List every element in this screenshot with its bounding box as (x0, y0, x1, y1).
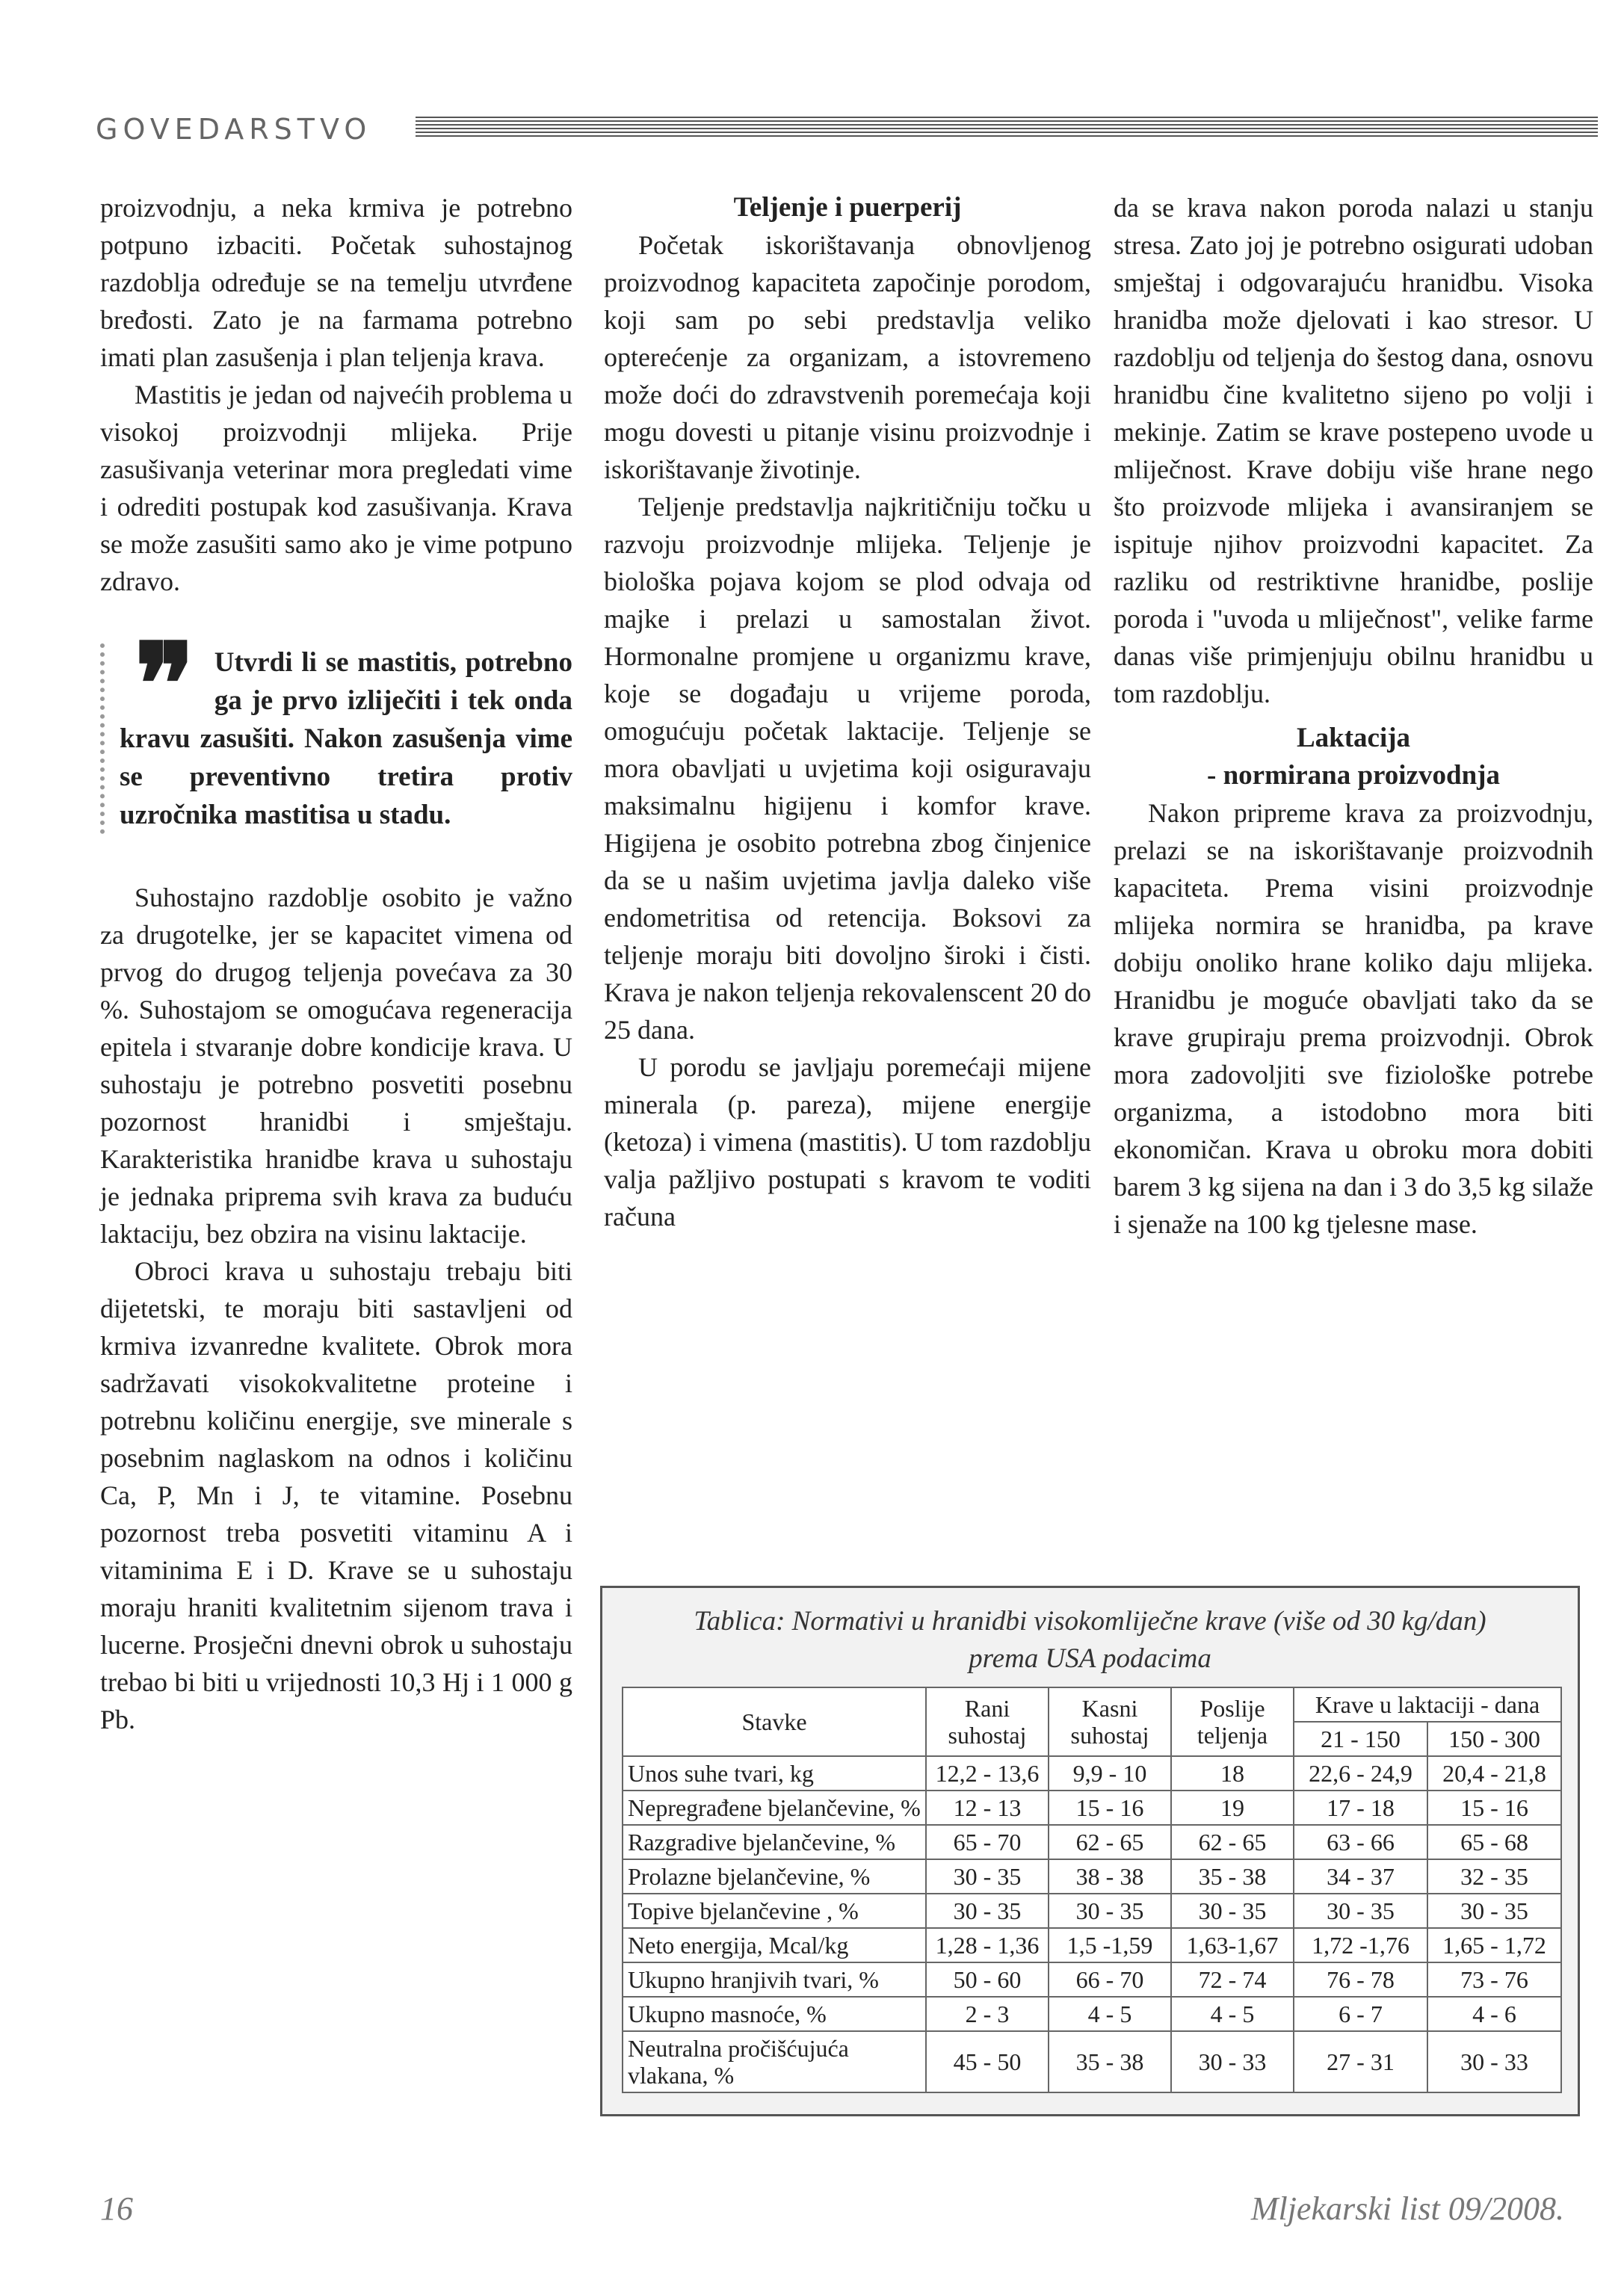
col3-paragraph-1: da se krava nakon poroda nalazi u stanju stresa. Zato joj je potrebno osigurati udoban smještaj i odgovarajuću hranidbu. Visoka hranidba može djelovati i kao stresor. U razdoblju od teljenja do šestog dana, osnovu hranidbu čine kvalitetno sijeno po volji i mekinje. Zatim se krave postepeno uvode u mliječnost. Krave dobiju više hrane nego što proizvode mlijeka i avansiranjem se ispituje njihov proizvodni kapacitet. Za razliku od restriktivne hranidbe, poslije poroda i "uvoda u mliječnost", velike farme danas više primjenjuju obilnu hranidbu u tom razdoblju. (1114, 193, 1593, 708)
table-cell: 18 (1171, 1756, 1294, 1791)
table-cell: 1,65 - 1,72 (1427, 1928, 1561, 1962)
col2-paragraph-2: Teljenje predstavlja najkritičniju točku u razvoju proizvodnje mlijeka. Teljenje je biološka pojava kojom se plod odvaja od majke i prelazi u samostalan život. Hormonalne promjene u organizmu krave, koje se događaju u vrijeme poroda, omogućuju početak laktacije. Teljenje se mora obavljati u uvjetima koji osiguravaju maksimalnu higijenu i komfor krave. Higijena je osobito potrebna zbog činjenice da se u našim uvjetima javlja daleko više endometritisa od retencija. Boksovi za teljenje moraju biti dovoljno široki i čisti. Krava je nakon teljenja rekovalenscent 20 do 25 dana. (604, 492, 1091, 1045)
table-cell: Ukupno hranjivih tvari, % (623, 1962, 926, 1997)
table-cell: 35 - 38 (1171, 1859, 1294, 1894)
pull-quote (100, 619, 572, 834)
header-rani: Rani suhostaj (926, 1687, 1049, 1756)
table-cell: 45 - 50 (926, 2031, 1049, 2092)
table-cell: 72 - 74 (1171, 1962, 1294, 1997)
table-cell: 30 - 35 (1427, 1894, 1561, 1928)
table-row (623, 1791, 1561, 1825)
table-cell: 20,4 - 21,8 (1427, 1756, 1561, 1791)
table-cell: 1,72 -1,76 (1294, 1928, 1427, 1962)
table-cell: 19 (1171, 1791, 1294, 1825)
table-cell: 27 - 31 (1294, 2031, 1427, 2092)
table-cell: 22,6 - 24,9 (1294, 1756, 1427, 1791)
feeding-table-box (600, 1586, 1580, 2116)
table-cell: Prolazne bjelančevine, % (623, 1859, 926, 1894)
header-kasni: Kasni suhostaj (1049, 1687, 1171, 1756)
table-cell: Neutralna pročišćujuća vlakana, % (623, 2031, 926, 2092)
table-row (623, 1962, 1561, 1997)
header-range-1: 21 - 150 (1294, 1722, 1427, 1756)
table-cell: 63 - 66 (1294, 1825, 1427, 1859)
table-cell: 76 - 78 (1294, 1962, 1427, 1997)
header-rule (416, 117, 1598, 138)
table-cell: 30 - 33 (1427, 2031, 1561, 2092)
column-1 (100, 189, 572, 1738)
header-range-2: 150 - 300 (1427, 1722, 1561, 1756)
table-cell: 2 - 3 (926, 1997, 1049, 2031)
table-cell: Nepregrađene bjelančevine, % (623, 1791, 926, 1825)
table-cell: 65 - 68 (1427, 1825, 1561, 1859)
table-row (623, 1825, 1561, 1859)
table-cell: 30 - 35 (1294, 1894, 1427, 1928)
table-cell: 65 - 70 (926, 1825, 1049, 1859)
table-cell: 30 - 35 (1049, 1894, 1171, 1928)
table-cell: 17 - 18 (1294, 1791, 1427, 1825)
table-cell: 35 - 38 (1049, 2031, 1171, 2092)
col2-paragraph-1: Početak iskorištavanja obnovljenog proizvodnog kapaciteta započinje porodom, koji sam po sebi predstavlja veliko opterećenje za organizam, a istovremeno može doći do zdravstvenih poremećaja koji mogu dovesti u pitanje visinu proizvodnje i iskorištavanje životinje. (604, 230, 1091, 484)
table-caption (602, 1603, 1578, 1678)
table-caption-line-2: prema USA podacima (969, 1643, 1211, 1674)
table-caption-line-1: Tablica: Normativi u hranidbi visokomliječne krave (više od 30 kg/dan) (694, 1606, 1486, 1637)
section-heading-teljenje: Teljenje i puerperij (733, 192, 962, 223)
page-number: 16 (100, 2190, 133, 2227)
table-cell: 38 - 38 (1049, 1859, 1171, 1894)
header-laktacija: Krave u laktaciji - dana (1294, 1687, 1561, 1722)
table-cell: 62 - 65 (1171, 1825, 1294, 1859)
table-cell: 50 - 60 (926, 1962, 1049, 1997)
column-3 (1114, 189, 1593, 1243)
section-subheading-normirana: - normirana proizvodnja (1207, 760, 1500, 791)
quote-mark-icon: ❞ (135, 619, 195, 750)
magazine-issue: Mljekarski list 09/2008. (1250, 2190, 1564, 2227)
col1-paragraph-1: proizvodnju, a neka krmiva je potrebno potpuno izbaciti. Početak suhostajnog razdoblja određuje se na temelju utvrđene bređosti. Zato je na farmama potrebno imati plan zasušenja i plan teljenja krava. (100, 193, 572, 372)
table-cell: 12 - 13 (926, 1791, 1049, 1825)
col1-paragraph-4: Obroci krava u suhostaju trebaju biti dijetetski, te moraju biti sastavljeni od krmiva izvanredne kvalitete. Obrok mora sadržavati visokokvalitetne proteine i potrebnu količinu energije, sve minerale s posebnim naglaskom na odnos i količinu Ca, P, Mn i J, te vitamine. Posebnu pozornost treba posvetiti vitaminu A i vitaminima E i D. Krave se u suhostaju moraju hraniti kvalitetnim sijenom trava i lucerne. Prosječni dnevni obrok u suhostaju trebao bi biti u vrijednosti 10,3 Hj i 1 000 g Pb. (100, 1256, 572, 1734)
col1-paragraph-2: Mastitis je jedan od najvećih problema u visokoj proizvodnji mlijeka. Prije zasušivanja veterinar mora pregledati vime i odrediti postupak kod zasušivanja. Krava se može zasušiti samo ako je vime potpuno zdravo. (100, 380, 572, 596)
table-cell: 30 - 35 (926, 1859, 1049, 1894)
header-poslije: Poslije teljenja (1171, 1687, 1294, 1756)
table-cell: 30 - 33 (1171, 2031, 1294, 2092)
col3-paragraph-2: Nakon pripreme krava za proizvodnju, prelazi se na iskorištavanje proizvodnih kapaciteta. Prema visini proizvodnje mlijeka normira se hranidba, pa krave dobiju onoliko hrane koliko daju mlijeka. Hranidbu je moguće obavljati tako da se krave grupiraju prema proizvodnji. Obrok mora zadovoljiti sve fiziološke potrebe organizma, a istodobno mora biti ekonomičan. Krava u obroku mora dobiti barem 3 kg sijena na dan i 3 do 3,5 kg silaže i sjenaže na 100 kg tjelesne mase. (1114, 798, 1593, 1239)
table-cell: 34 - 37 (1294, 1859, 1427, 1894)
table-cell: 30 - 35 (926, 1894, 1049, 1928)
table-cell: 15 - 16 (1427, 1791, 1561, 1825)
table-cell: 30 - 35 (1171, 1894, 1294, 1928)
table-cell: 1,28 - 1,36 (926, 1928, 1049, 1962)
table-cell: Razgradive bjelančevine, % (623, 1825, 926, 1859)
column-2 (604, 189, 1091, 1235)
table-row (623, 1997, 1561, 2031)
feeding-table (622, 1687, 1562, 2093)
section-title: GOVEDARSTVO (96, 113, 372, 146)
table-cell: 1,5 -1,59 (1049, 1928, 1171, 1962)
table-cell: 73 - 76 (1427, 1962, 1561, 1997)
table-cell: 4 - 6 (1427, 1997, 1561, 2031)
table-cell: 4 - 5 (1049, 1997, 1171, 2031)
col2-paragraph-3: U porodu se javljaju poremećaji mijene minerala (p. pareza), mijene energije (ketoza) i vimena (mastitis). U tom razdoblju valja pažljivo postupati s kravom te voditi računa (604, 1052, 1091, 1232)
table-row (623, 1928, 1561, 1962)
table-row (623, 1756, 1561, 1791)
table-cell: 32 - 35 (1427, 1859, 1561, 1894)
table-cell: 6 - 7 (1294, 1997, 1427, 2031)
table-cell: 4 - 5 (1171, 1997, 1294, 2031)
section-heading-laktacija: Laktacija (1296, 723, 1411, 753)
pull-quote-text: Utvrdi li se mastitis, potrebno ga je prvo izliječiti i tek onda kravu zasušiti. Nakon zasušenja vime se preventivno tretira protiv uzročnika mastitisa u stadu. (120, 647, 572, 830)
header-stavke: Stavke (623, 1687, 926, 1756)
table-row (623, 1894, 1561, 1928)
table-cell: Unos suhe tvari, kg (623, 1756, 926, 1791)
table-cell: 1,63-1,67 (1171, 1928, 1294, 1962)
page-header (96, 111, 1598, 155)
table-row (623, 2031, 1561, 2092)
table-cell: 12,2 - 13,6 (926, 1756, 1049, 1791)
table-cell: Neto energija, Mcal/kg (623, 1928, 926, 1962)
table-row (623, 1859, 1561, 1894)
table-cell: 15 - 16 (1049, 1791, 1171, 1825)
table-cell: 9,9 - 10 (1049, 1756, 1171, 1791)
table-cell: 66 - 70 (1049, 1962, 1171, 1997)
col1-paragraph-3: Suhostajno razdoblje osobito je važno za drugotelke, jer se kapacitet vimena od prvog do drugog teljenja povećava za 30 %. Suhostajom se omogućava regeneracija epitela i stvaranje dobre kondicije krava. U suhostaju je potrebno posvetiti posebnu pozornost hranidbi i smještaju. Karakteristika hranidbe krava u suhostaju je jednaka priprema svih krava za buduću laktaciju, bez obzira na visinu laktacije. (100, 883, 572, 1249)
table-cell: 62 - 65 (1049, 1825, 1171, 1859)
table-cell: Topive bjelančevine , % (623, 1894, 926, 1928)
table-cell: Ukupno masnoće, % (623, 1997, 926, 2031)
